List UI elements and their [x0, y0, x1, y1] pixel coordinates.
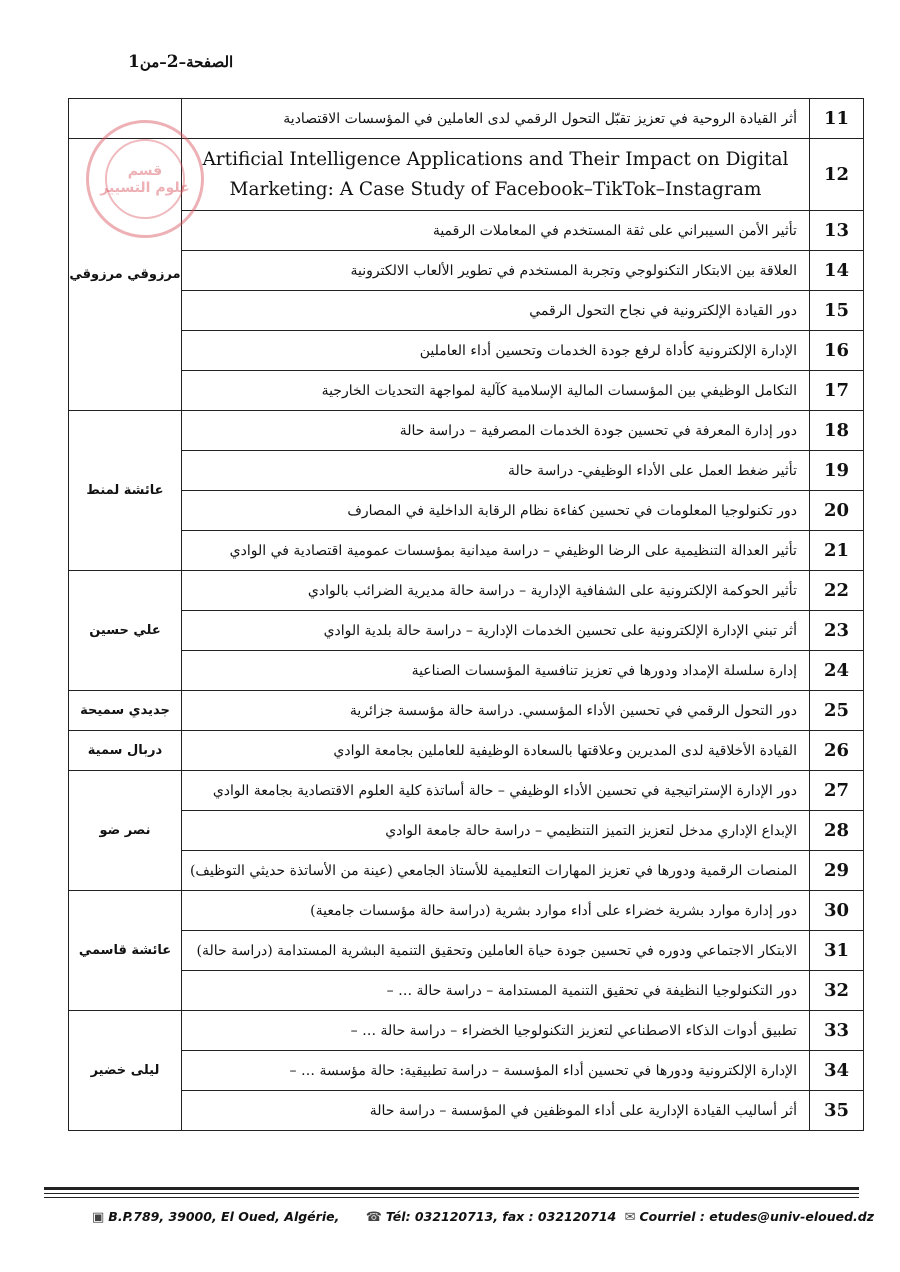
envelope-icon: ✉: [624, 1210, 636, 1225]
supervisor-name: نصر ضو: [69, 771, 182, 891]
topic-title: تطبيق أدوات الذكاء الاصطناعي لتعزيز التكنولوجيا الخضراء – دراسة حالة … –: [181, 1011, 809, 1051]
topic-number: 32: [809, 971, 863, 1011]
table-row: [69, 691, 864, 731]
topic-title: Artificial Intelligence Applications and Their Impact on Digital Marketing: A Case Study of Facebook–TikTok–Instagram: [181, 139, 809, 211]
topic-number: 30: [809, 891, 863, 931]
stamp-text-line2: علوم التسيير: [100, 180, 190, 196]
topic-title: تأثير العدالة التنظيمية على الرضا الوظيفي – دراسة ميدانية بمؤسسات عمومية اقتصادية في الوادي: [181, 531, 809, 571]
table-row: [69, 291, 864, 331]
topic-title: الإبداع الإداري مدخل لتعزيز التميز التنظيمي – دراسة حالة جامعة الوادي: [181, 811, 809, 851]
topic-number: 21: [809, 531, 863, 571]
topic-title: أثر القيادة الروحية في تعزيز تقبّل التحول الرقمي لدى العاملين في المؤسسات الاقتصادية: [181, 99, 809, 139]
table-row: [69, 331, 864, 371]
topic-title: المنصات الرقمية ودورها في تعزيز المهارات التعليمية للأستاذ الجامعي (عينة من الأساتذة حديثي التوظيف): [181, 851, 809, 891]
footer-rule: [44, 1197, 859, 1198]
topic-title: العلاقة بين الابتكار التكنولوجي وتجربة المستخدم في تطوير الألعاب الالكترونية: [181, 251, 809, 291]
table-row: [69, 491, 864, 531]
topic-title: تأثير الأمن السيبراني على ثقة المستخدم في المعاملات الرقمية: [181, 211, 809, 251]
page-current: 2: [166, 52, 179, 72]
topic-title: القيادة الأخلاقية لدى المديرين وعلاقتها بالسعادة الوظيفية للعاملين بجامعة الوادي: [181, 731, 809, 771]
topic-number: 13: [809, 211, 863, 251]
topic-number: 11: [809, 99, 863, 139]
supervisor-name: مرزوقي مرزوقي: [69, 139, 182, 411]
topic-number: 19: [809, 451, 863, 491]
table-row: [69, 1051, 864, 1091]
supervisor-name: علي حسين: [69, 571, 182, 691]
topic-number: 16: [809, 331, 863, 371]
table-row: [69, 99, 864, 139]
supervisor-name: ليلى خضير: [69, 1011, 182, 1131]
supervisor-name: دربال سمية: [69, 731, 182, 771]
topic-title: تأثير ضغط العمل على الأداء الوظيفي- دراسة حالة: [181, 451, 809, 491]
table-row: [69, 411, 864, 451]
footer-rule: [44, 1187, 859, 1190]
topic-title: دور الإدارة الإستراتيجية في تحسين الأداء الوظيفي – حالة أساتذة كلية العلوم الاقتصادية بجامعة الوادي: [181, 771, 809, 811]
topic-number: 15: [809, 291, 863, 331]
table-row: [69, 811, 864, 851]
table-row: [69, 571, 864, 611]
topic-number: 17: [809, 371, 863, 411]
table-row: [69, 891, 864, 931]
mailbox-icon: ▣: [92, 1210, 105, 1225]
footer-address: B.P.789, 39000, El Oued, Algérie,: [108, 1209, 340, 1224]
topic-number: 34: [809, 1051, 863, 1091]
topic-title: الابتكار الاجتماعي ودوره في تحسين جودة حياة العاملين وتحقيق التنمية البشرية المستدامة (دراسة حالة): [181, 931, 809, 971]
topic-title: الإدارة الإلكترونية كأداة لرفع جودة الخدمات وتحسين أداء العاملين: [181, 331, 809, 371]
page-header: الصفحة–2–من1: [128, 52, 234, 72]
supervisor-cell: [69, 99, 182, 139]
topics-table-body: [69, 99, 864, 1131]
footer-rule: [44, 1193, 859, 1194]
supervisor-name: جديدي سميحة: [69, 691, 182, 731]
table-row: [69, 451, 864, 491]
topic-number: 12: [809, 139, 863, 211]
telephone-icon: ☎: [365, 1210, 382, 1225]
footer-tel: Tél: 032120713, fax : 032120714: [385, 1209, 617, 1224]
topic-number: 25: [809, 691, 863, 731]
page-total: 1: [128, 52, 140, 72]
topic-number: 29: [809, 851, 863, 891]
topics-table: [68, 98, 864, 1131]
topic-number: 28: [809, 811, 863, 851]
topic-title: دور تكنولوجيا المعلومات في تحسين كفاءة نظام الرقابة الداخلية في المصارف: [181, 491, 809, 531]
topic-title: دور التحول الرقمي في تحسين الأداء المؤسسي. دراسة حالة مؤسسة جزائرية: [181, 691, 809, 731]
table-row: [69, 731, 864, 771]
table-row: [69, 251, 864, 291]
topic-title: دور القيادة الإلكترونية في نجاح التحول الرقمي: [181, 291, 809, 331]
topic-title: تأثير الحوكمة الإلكترونية على الشفافية الإدارية – دراسة حالة مديرية الضرائب بالوادي: [181, 571, 809, 611]
table-row: [69, 211, 864, 251]
topic-number: 26: [809, 731, 863, 771]
footer-email: Courriel : etudes@univ-eloued.dz: [639, 1209, 875, 1224]
table-row: [69, 851, 864, 891]
of-label: من: [139, 53, 160, 71]
table-row: [69, 1091, 864, 1131]
topic-title: التكامل الوظيفي بين المؤسسات المالية الإسلامية كآلية لمواجهة التحديات الخارجية: [181, 371, 809, 411]
topic-number: 27: [809, 771, 863, 811]
topic-title: دور التكنولوجيا النظيفة في تحقيق التنمية المستدامة – دراسة حالة … –: [181, 971, 809, 1011]
topic-number: 14: [809, 251, 863, 291]
supervisor-name: عائشة لمنط: [69, 411, 182, 571]
stamp-text-line1: قسم: [127, 163, 163, 179]
topic-number: 18: [809, 411, 863, 451]
table-row: [69, 931, 864, 971]
table-row: [69, 371, 864, 411]
topic-number: 24: [809, 651, 863, 691]
topic-title: أثر تبني الإدارة الإلكترونية على تحسين الخدمات الإدارية – دراسة حالة بلدية الوادي: [181, 611, 809, 651]
table-row: [69, 971, 864, 1011]
table-row: [69, 531, 864, 571]
topic-title: دور إدارة موارد بشرية خضراء على أداء موارد بشرية (دراسة حالة مؤسسات جامعية): [181, 891, 809, 931]
topic-number: 31: [809, 931, 863, 971]
table-row: [69, 651, 864, 691]
footer: [92, 1209, 875, 1225]
table-row: [69, 611, 864, 651]
topic-title: إدارة سلسلة الإمداد ودورها في تعزيز تنافسية المؤسسات الصناعية: [181, 651, 809, 691]
table-row: [69, 139, 864, 211]
topic-number: 20: [809, 491, 863, 531]
topic-number: 33: [809, 1011, 863, 1051]
table-row: [69, 1011, 864, 1051]
page-label: الصفحة: [186, 53, 234, 71]
topic-number: 23: [809, 611, 863, 651]
topic-title: الإدارة الإلكترونية ودورها في تحسين أداء المؤسسة – دراسة تطبيقية: حالة مؤسسة … –: [181, 1051, 809, 1091]
supervisor-name: عائشة قاسمي: [69, 891, 182, 1011]
topic-title: أثر أساليب القيادة الإدارية على أداء الموظفين في المؤسسة – دراسة حالة: [181, 1091, 809, 1131]
topic-title: دور إدارة المعرفة في تحسين جودة الخدمات المصرفية – دراسة حالة: [181, 411, 809, 451]
topic-number: 35: [809, 1091, 863, 1131]
topic-number: 22: [809, 571, 863, 611]
table-row: [69, 771, 864, 811]
